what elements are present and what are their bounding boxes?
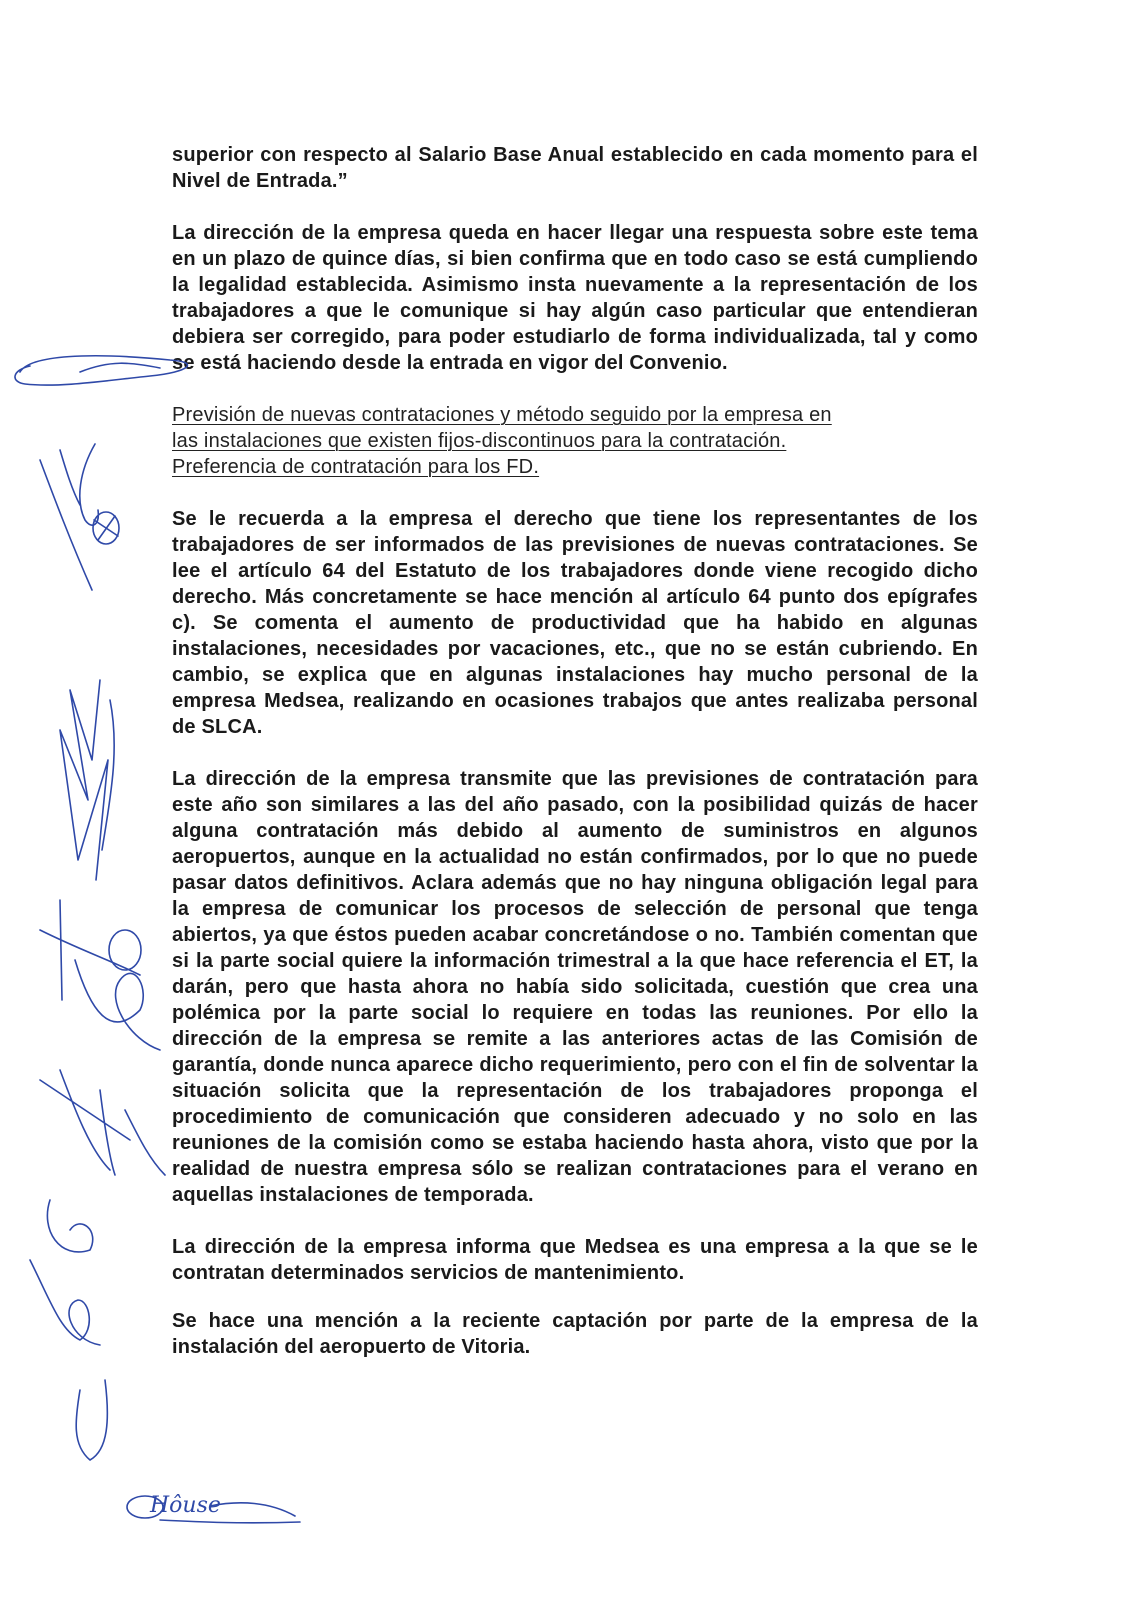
signature-mark <box>40 1070 165 1175</box>
signature-mark <box>40 444 119 590</box>
paragraph-hiring-forecast: La dirección de la empresa transmite que las previsiones de contratación para este año son similares a las del año pasado, con la posibilidad quizás de hacer alguna contratación más debido al aumento de suministros en algunos aeropuertos, aunque en la actualidad no están confirmados, por lo que no puede pasar datos definitivos. Aclara además que no hay ninguna obligación legal para la empresa de comunicar los procesos de selección de personal que tenga abiertos, ya que éstos pueden acabar concretándose o no. También comentan que si la parte social quiere la información trimestral a la que hace referencia el ET, la darán, pero que hasta ahora no había sido solicitada, cuestión que crea una polémica por la parte social lo requiere en todas las reuniones. Por ello la dirección de la empresa se remite a las anteriores actas de las Comisión de garantía, donde nunca aparece dicho requerimiento, pero con el fin de solventar la situación solicita que la representación de los trabajadores proponga el procedimiento de comunicación que consideren adecuado y no solo en las reuniones de la comisión como se estaba haciendo hasta ahora, visto que por la realidad de nuestra empresa sólo se realizan contrataciones para el verano en aquellas instalaciones de temporada. <box>172 768 978 1206</box>
section-heading <box>172 402 978 480</box>
signature-mark <box>40 900 160 1050</box>
svg-text:Hôuse: Hôuse <box>150 1493 221 1518</box>
paragraph-workers-rights: Se le recuerda a la empresa el derecho que tiene los representantes de los trabajadores de ser informados de las previsiones de nuevas contrataciones. Se lee el artículo 64 del Estatuto de los trabajadores donde viene recogido dicho derecho. Más concretamente se hace mención al artículo 64 punto dos epígrafes c). Se comenta el aumento de productividad que ha habido en algunas instalaciones, necesidades por vacaciones, etc., que no se están cubriendo. En cambio, se explica que en algunas instalaciones hay mucho personal de la empresa Medsea, realizando en ocasiones trabajos que antes realizaba personal de SLCA. <box>172 508 978 738</box>
heading-line: Previsión de nuevas contrataciones y método seguido por la empresa en <box>172 404 832 426</box>
signature-mark <box>15 356 187 385</box>
document-body <box>172 142 978 1360</box>
signature-mark <box>76 1380 107 1460</box>
heading-line: Preferencia de contratación para los FD. <box>172 456 540 478</box>
paragraph-medsea: La dirección de la empresa informa que Medsea es una empresa a la que se le contratan determinados servicios de mantenimiento. <box>172 1236 978 1284</box>
paragraph-company-response: La dirección de la empresa queda en hacer llegar una respuesta sobre este tema en un plazo de quince días, si bien confirma que en todo caso se está cumpliendo la legalidad establecida. Asimismo insta nuevamente a la representación de los trabajadores a que le comunique si hay algún caso particular que entendieran debiera ser corregido, para poder estudiarlo de forma individualizada, tal y como se está haciendo desde la entrada en vigor del Convenio. <box>172 222 978 374</box>
signature-mark <box>60 680 114 880</box>
signature-mark <box>30 1200 100 1345</box>
paragraph-vitoria: Se hace una mención a la reciente captación por parte de la empresa de la instalación del aeropuerto de Vitoria. <box>172 1310 978 1358</box>
heading-line: las instalaciones que existen fijos-discontinuos para la contratación. <box>172 430 787 452</box>
paragraph-salary-clause: superior con respecto al Salario Base Anual establecido en cada momento para el Nivel de Entrada.” <box>172 144 978 192</box>
signature-mark <box>127 1493 300 1523</box>
